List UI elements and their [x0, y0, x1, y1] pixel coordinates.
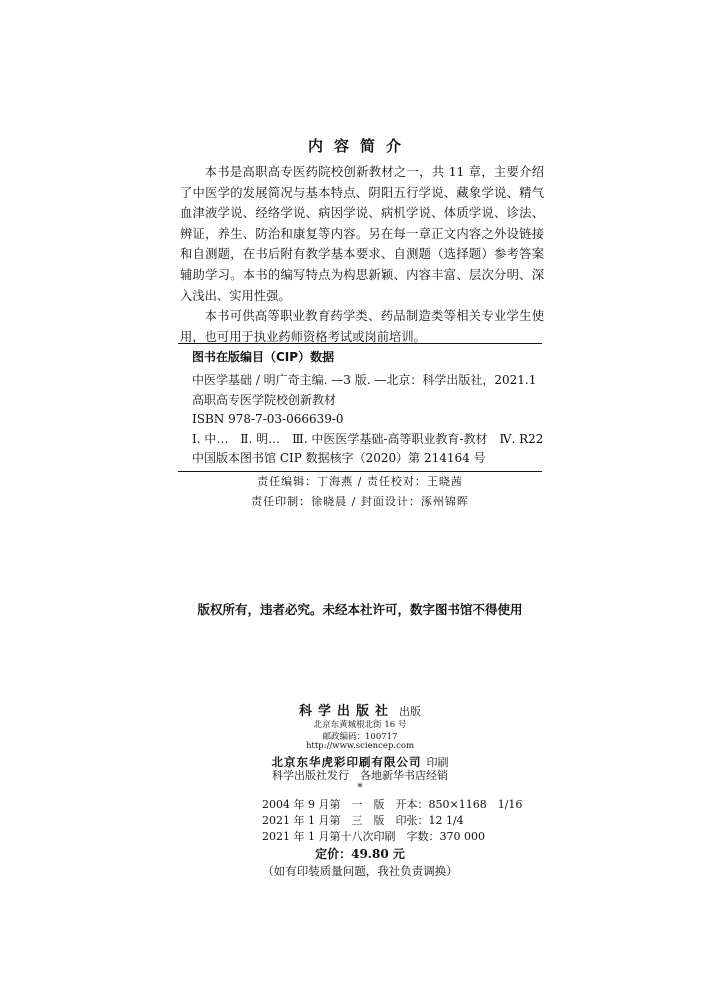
publisher-url: http://www.sciencep.com [305, 741, 415, 751]
cip-line-series: 高职高专医学院校创新教材 [192, 392, 337, 407]
intro-body [180, 162, 544, 347]
cip-block [178, 343, 542, 472]
cip-line-record: 中国版本图书馆 CIP 数据核字（2020）第 214164 号 [192, 451, 486, 466]
edition-row-2: 2021 年 1 月第 三 版 印张：12 1/4 [262, 814, 464, 827]
publisher-line [0, 700, 720, 719]
quality-note: （如有印装质量问题，我社负责调换） [262, 864, 458, 878]
printer-name: 北京东华虎彩印刷有限公司 [271, 755, 422, 769]
publisher-address: 北京东黄城根北街 16 号 [313, 720, 407, 730]
cip-heading: 图书在版编目（CIP）数据 [192, 350, 335, 364]
separator-star: * [357, 781, 363, 794]
price: 定价：49.80 元 [315, 847, 405, 861]
intro-paragraph-1: 本书是高职高专医药院校创新教材之一，共 11 章，主要介绍了中医学的发展简况与基本特点、阴阳五行学说、藏象学说、精气血津液学说、经络学说、病因学说、病机学说、体质学说、诊法、辨证，养生、防治和康复等内容。另在每一章正文内容之外设链接和自测题，在书后附有教学基本要求、自测题（选择题）参考答案辅助学习。本书的编写特点为构思新颖、内容丰富、层次分明、深入浅出、实用性强。 [180, 165, 544, 303]
distribution-line: 科学出版社发行 各地新华书店经销 [272, 769, 448, 782]
copyright-notice: 版权所有，违者必究。未经本社许可，数字图书馆不得使用 [197, 602, 523, 617]
printer-suffix: 印刷 [426, 756, 449, 769]
cip-line-classification: Ⅰ. 中… Ⅱ. 明… Ⅲ. 中医医学基础-高等职业教育-教材 Ⅳ. R22 [192, 431, 544, 446]
publisher-name: 科学出版社 [298, 704, 394, 719]
publisher-suffix: 出版 [399, 705, 422, 718]
publisher-postcode: 邮政编码：100717 [322, 732, 398, 742]
intro-paragraph-2: 本书可供高等职业教育药学类、药品制造类等相关专业学生使用，也可用于执业药师资格考试或岗前培训。 [180, 309, 544, 344]
intro-title: 内容简介 [307, 137, 412, 155]
cip-line-title: 中医学基础 / 明广奇主编. —3 版. —北京：科学出版社，2021.1 [192, 373, 537, 388]
cip-line-isbn: ISBN 978-7-03-066639-0 [192, 412, 344, 427]
edition-row-1: 2004 年 9 月第 一 版 开本：850×1168 1/16 [262, 798, 523, 811]
credits-editors: 责任编辑：丁海燕 / 责任校对：王晓茜 [257, 475, 463, 488]
edition-row-3: 2021 年 1 月第十八次印刷 字数：370 000 [262, 830, 485, 843]
credits-production: 责任印制：徐晓晨 / 封面设计：涿州锦晖 [251, 495, 469, 508]
